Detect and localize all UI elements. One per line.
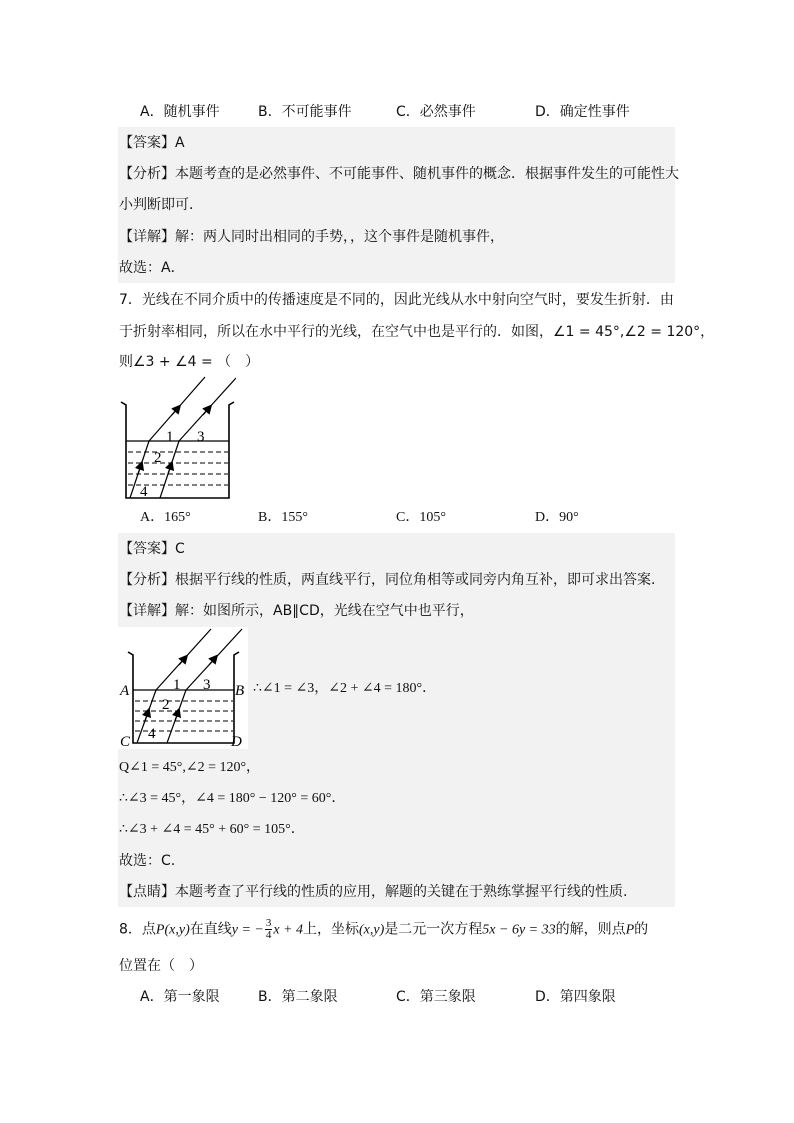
- q7-step2: Q∠1 = 45°,∠2 = 120°，: [119, 760, 261, 775]
- q8-fraction-numerator: 3: [265, 917, 272, 929]
- q8-equation2: 5x − 6y = 33: [482, 922, 556, 938]
- q7-stem-line2: 于折射率相同，所以在水中平行的光线，在空气中也是平行的．如图，∠1 = 45°,∠2 = 120°，: [119, 324, 715, 340]
- q6-detail: 【详解】解：两人同时出相同的手势，，这个事件是随机事件，: [119, 229, 504, 245]
- q8-coord: (x,y): [359, 922, 385, 938]
- q7-stem-line3: 则∠3 + ∠4 = （ ）: [119, 354, 260, 370]
- q8-text-then: 的解，则点: [555, 921, 626, 938]
- q7-options: [140, 508, 700, 528]
- q6-option-b[interactable]: B．不可能事件: [258, 104, 352, 120]
- q8-option-c[interactable]: C．第三象限: [396, 989, 476, 1005]
- q7-angle-1-label: 1: [166, 429, 174, 445]
- q7-point-a-label: A: [120, 683, 130, 699]
- q7-angle-3-label: 3: [197, 429, 205, 445]
- q8-option-b[interactable]: B．第二象限: [258, 989, 338, 1005]
- q8-text-of: 的: [634, 921, 649, 938]
- q7-sol-angle-4-label: 4: [148, 726, 156, 742]
- q7-angle-2-label: 2: [154, 450, 162, 466]
- q7-option-d[interactable]: D．90°: [535, 510, 579, 525]
- q7-choose: 故选：C.: [119, 853, 176, 869]
- q8-point: P(x,y): [155, 922, 190, 938]
- q7-option-b[interactable]: B．155°: [258, 510, 308, 525]
- q8-options: [140, 987, 700, 1007]
- q8-text-coord: 上，坐标: [303, 921, 360, 938]
- q7-beaker-figure: [118, 375, 236, 501]
- q7-sol-angle-1-label: 1: [173, 677, 181, 693]
- q8-equation-lhs: y = −: [231, 922, 264, 938]
- q7-solution-figure: [118, 627, 248, 749]
- q7-option-c[interactable]: C．105°: [396, 510, 446, 525]
- q7-sol-angle-3-label: 3: [203, 677, 211, 693]
- q8-fraction: [265, 918, 273, 941]
- q7-step1: ∴∠1 = ∠3，∠2 + ∠4 = 180°．: [253, 681, 437, 696]
- q7-step4: ∴∠3 + ∠4 = 45° + 60° = 105°．: [119, 822, 305, 837]
- q8-fraction-denominator: 4: [265, 929, 272, 941]
- q6-option-c[interactable]: C．必然事件: [396, 104, 476, 120]
- q7-analysis: 【分析】根据平行线的性质，两直线平行，同位角相等或同旁内角互补，即可求出答案.: [119, 572, 656, 588]
- q8-number: 8．点: [119, 921, 156, 938]
- q6-analysis-line1: 【分析】本题考查的是必然事件、不可能事件、随机事件的概念．根据事件发生的可能性大: [119, 166, 679, 182]
- q7-option-a[interactable]: A．165°: [140, 510, 191, 525]
- q7-sol-angle-2-label: 2: [162, 697, 170, 713]
- q8-option-a[interactable]: A．第一象限: [140, 989, 220, 1005]
- q8-equation-rhs: x + 4: [273, 922, 304, 938]
- q7-angle-4-label: 4: [140, 484, 148, 500]
- q7-step3: ∴∠3 = 45°，∠4 = 180° − 120° = 60°．: [119, 791, 346, 806]
- q8-option-d[interactable]: D．第四象限: [535, 989, 616, 1005]
- q7-point-b-label: B: [235, 683, 245, 699]
- q8-stem-line2: 位置在（ ）: [119, 958, 203, 974]
- q8-stem-line1: [119, 918, 648, 940]
- q7-point-d-label: D: [231, 734, 242, 749]
- q6-options: [140, 102, 700, 122]
- q8-text-on-line: 在直线: [189, 921, 232, 938]
- q6-option-d[interactable]: D．确定性事件: [535, 104, 630, 120]
- q7-comment: 【点睛】本题考查了平行线的性质的应用，解题的关键在于熟练掌握平行线的性质.: [119, 884, 628, 900]
- q8-text-equation: 是二元一次方程: [384, 921, 483, 938]
- q6-choose: 故选：A．: [119, 260, 185, 276]
- q7-detail: 【详解】解：如图所示，AB∥CD，光线在空气中也平行，: [119, 603, 474, 619]
- q7-stem-line1: 7．光线在不同介质中的传播速度是不同的，因此光线从水中射向空气时，要发生折射．由: [119, 292, 674, 308]
- q6-answer: 【答案】A: [119, 135, 185, 151]
- q7-answer: 【答案】C: [119, 541, 185, 557]
- q8-point-p: P: [625, 922, 635, 938]
- q7-point-c-label: C: [120, 734, 131, 749]
- q6-option-a[interactable]: A．随机事件: [140, 104, 220, 120]
- q6-analysis-line2: 小判断即可．: [119, 197, 203, 213]
